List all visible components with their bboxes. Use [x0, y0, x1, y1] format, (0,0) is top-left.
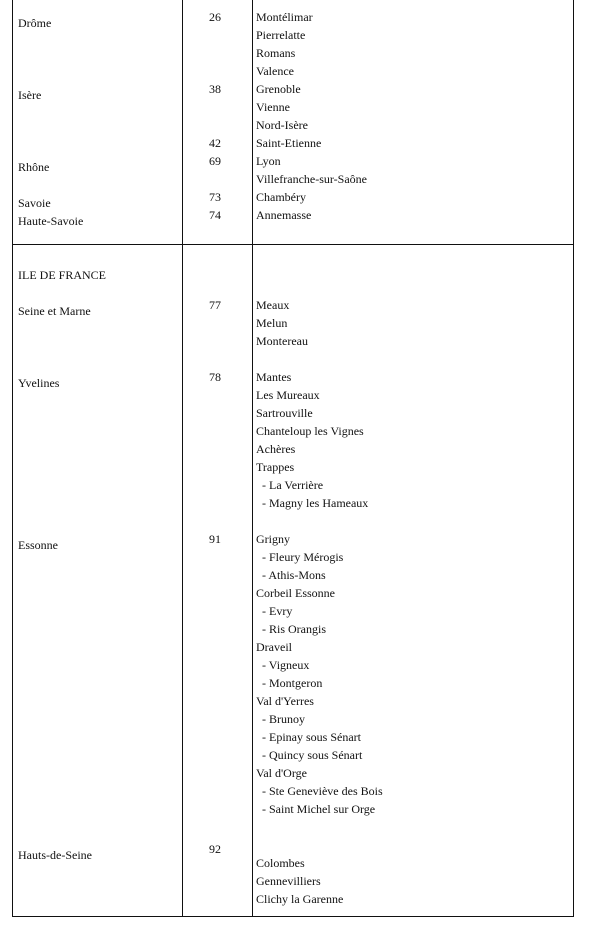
- department-code: 38: [209, 82, 221, 96]
- department-code: 77: [209, 298, 221, 312]
- town-name: - Saint Michel sur Orge: [262, 802, 376, 816]
- town-name: Gennevilliers: [256, 874, 321, 888]
- department-code: 73: [209, 190, 221, 204]
- department-name: Essonne: [18, 538, 58, 552]
- town-name: Romans: [256, 46, 296, 60]
- table-bottom-border: [12, 916, 574, 917]
- town-name: - Quincy sous Sénart: [262, 748, 363, 762]
- town-name: Lyon: [256, 154, 281, 168]
- table-right-border: [573, 0, 574, 917]
- town-name: Saint-Etienne: [256, 136, 322, 150]
- town-name: Grigny: [256, 532, 290, 546]
- town-name: Les Mureaux: [256, 388, 320, 402]
- town-name: Val d'Yerres: [256, 694, 314, 708]
- department-code: 74: [209, 208, 221, 222]
- town-name: - Brunoy: [262, 712, 305, 726]
- department-code: 26: [209, 10, 221, 24]
- department-code: 91: [209, 532, 221, 546]
- department-name: Seine et Marne: [18, 304, 91, 318]
- department-name: Isère: [18, 88, 42, 102]
- town-name: - Epinay sous Sénart: [262, 730, 361, 744]
- town-name: Nord-Isère: [256, 118, 308, 132]
- department-code: 69: [209, 154, 221, 168]
- department-name: Haute-Savoie: [18, 214, 84, 228]
- town-name: - Ris Orangis: [262, 622, 326, 636]
- department-name: Yvelines: [18, 376, 60, 390]
- town-name: - Vigneux: [262, 658, 310, 672]
- town-name: Montereau: [256, 334, 308, 348]
- town-name: Melun: [256, 316, 288, 330]
- town-name: - Fleury Mérogis: [262, 550, 344, 564]
- town-name: Vienne: [256, 100, 290, 114]
- table-column-divider-2: [252, 0, 253, 917]
- town-name: Chanteloup les Vignes: [256, 424, 364, 438]
- department-code: 42: [209, 136, 221, 150]
- town-name: Sartrouville: [256, 406, 313, 420]
- town-name: Meaux: [256, 298, 290, 312]
- town-name: - Montgeron: [262, 676, 323, 690]
- town-name: Valence: [256, 64, 294, 78]
- town-name: - Magny les Hameaux: [262, 496, 369, 510]
- town-name: - Evry: [262, 604, 293, 618]
- town-name: Trappes: [256, 460, 295, 474]
- town-name: Villefranche-sur-Saône: [256, 172, 367, 186]
- town-name: Draveil: [256, 640, 292, 654]
- town-name: Clichy la Garenne: [256, 892, 344, 906]
- town-name: Corbeil Essonne: [256, 586, 335, 600]
- town-name: - La Verrière: [262, 478, 324, 492]
- town-name: Mantes: [256, 370, 292, 384]
- department-code: 92: [209, 842, 221, 856]
- town-name: Pierrelatte: [256, 28, 306, 42]
- town-name: Colombes: [256, 856, 305, 870]
- town-name: - Ste Geneviève des Bois: [262, 784, 383, 798]
- region-heading: ILE DE FRANCE: [18, 268, 106, 282]
- town-name: - Athis-Mons: [262, 568, 326, 582]
- department-name: Savoie: [18, 196, 51, 210]
- department-name: Hauts-de-Seine: [18, 848, 92, 862]
- department-name: Rhône: [18, 160, 50, 174]
- table-left-border: [12, 0, 13, 917]
- town-name: Annemasse: [256, 208, 312, 222]
- section-divider: [12, 244, 574, 245]
- department-name: Drôme: [18, 16, 52, 30]
- town-name: Chambéry: [256, 190, 306, 204]
- table-column-divider-1: [182, 0, 183, 917]
- town-name: Achères: [256, 442, 296, 456]
- department-code: 78: [209, 370, 221, 384]
- town-name: Montélimar: [256, 10, 313, 24]
- town-name: Grenoble: [256, 82, 301, 96]
- town-name: Val d'Orge: [256, 766, 307, 780]
